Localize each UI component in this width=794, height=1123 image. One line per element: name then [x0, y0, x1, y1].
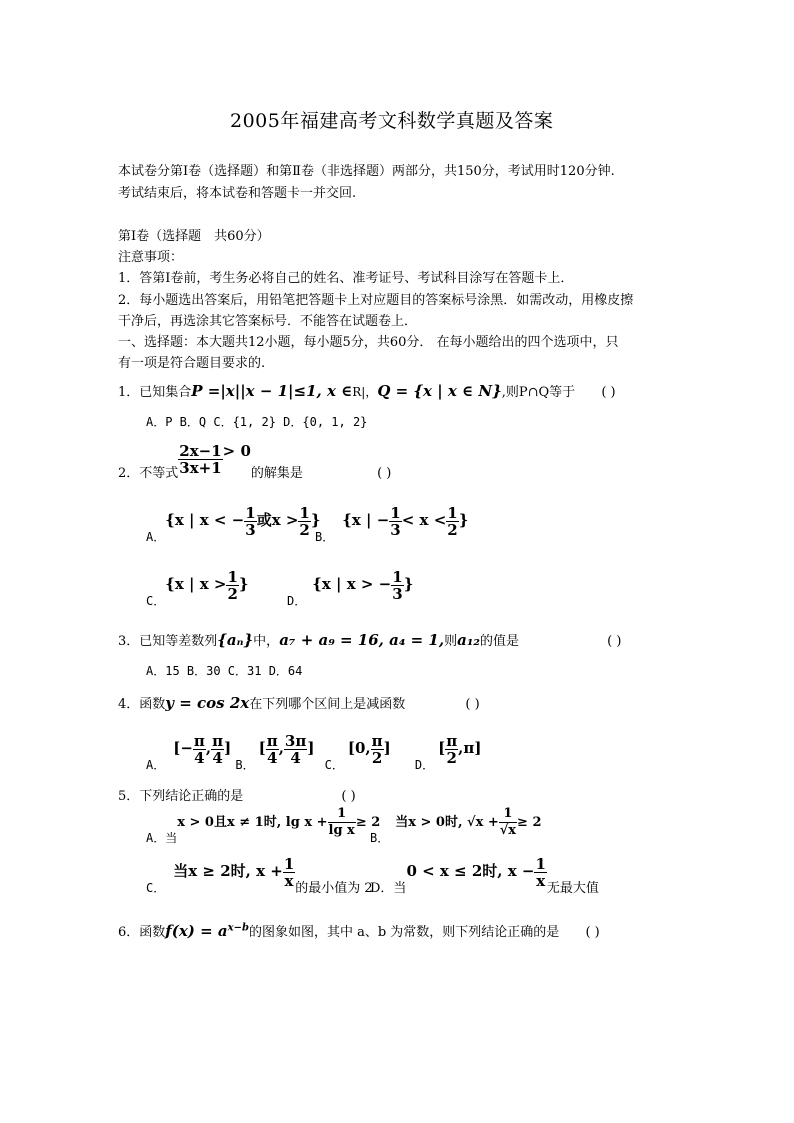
q2-tail: 的解集是 [250, 466, 303, 481]
q3-seq: {aₙ} [217, 631, 254, 649]
q4-b-open: [ [258, 739, 266, 757]
q5-option-c [146, 856, 373, 896]
q2-b-frac2-den: 2 [447, 521, 458, 539]
q2-fraction [178, 443, 222, 476]
q5-c-tail: 的最小值为 2 [295, 881, 373, 896]
q2-a-frac2-num: 1 [299, 504, 310, 522]
q3-condition: a₇ + a₉ = 16, a₄ = 1, [279, 631, 445, 649]
page-title: 2005年福建高考文科数学真题及答案 [230, 110, 554, 132]
q2-num: 2．不等式 [118, 466, 179, 481]
q2-option-a-label: A． [146, 530, 166, 544]
q4-d-open: [ [438, 739, 446, 757]
q5-a-frac-den: lg x [328, 823, 355, 838]
q3-prefix: 3．已知等差数列 [118, 634, 218, 649]
note-2a: 2．每小题选出答案后，用铅笔把答题卡上对应题目的答案标号涂黑．如需改动，用橡皮擦 [118, 293, 634, 308]
q2-d-frac-num: 1 [392, 568, 403, 586]
q2-c-frac-den: 2 [227, 585, 238, 603]
q4-function: y = cos 2x [165, 694, 250, 712]
q3-answer-paren: ( ) [607, 634, 622, 649]
q4-c-f-num: π [371, 732, 383, 750]
note-1: 1．答第Ⅰ卷前，考生务必将自己的姓名、准考证号、考试科目涂写在答题卡上． [118, 271, 574, 286]
q4-options [146, 733, 481, 773]
q4-c-close: ] [383, 739, 391, 757]
q5-a-tail: ≥ 2 [355, 815, 381, 830]
q4-d-close: π] [463, 739, 482, 757]
q4-b-comma: , [278, 739, 284, 757]
q6-answer-paren: ( ) [585, 925, 600, 940]
q2-gt: > 0 [222, 442, 251, 460]
q5-option-a-label: A．当 [146, 831, 178, 845]
q5-b-frac-num: 1 [499, 806, 517, 823]
q1-answer-paren: ( ) [601, 385, 616, 400]
q5-d-expr: 0 < x ≤ 2时, x − [406, 862, 535, 880]
q4-a-f2-num: π [212, 732, 224, 750]
q5-c-expr: 当x ≥ 2时, x + [173, 862, 283, 880]
intro-line-1: 本试卷分第Ⅰ卷（选择题）和第Ⅱ卷（非选择题）两部分，共150分，考试用时120分钟. [118, 164, 615, 179]
q5-c-frac-den: x [284, 872, 294, 890]
question-3 [118, 630, 621, 649]
q5-a-expr: x > 0且x ≠ 1时, lg x + [177, 815, 328, 830]
q6-function: f(x) = a [165, 922, 228, 940]
q5-b-frac-den: √x [499, 823, 517, 838]
q2-option-c-label: C． [146, 594, 166, 608]
q3-then: 则 [444, 634, 458, 649]
q2-option-b-post: } [458, 511, 469, 529]
q4-a-close: ] [224, 739, 232, 757]
q4-b-f1-den: 4 [266, 749, 278, 767]
q2-option-d-pre: {x | x > − [312, 575, 392, 593]
q4-a-f1-num: π [193, 732, 205, 750]
q2-a-frac1-num: 1 [245, 504, 256, 522]
q2-answer-paren: ( ) [377, 466, 392, 481]
q4-option-b-label: B． [235, 758, 255, 772]
q2-a-frac2-den: 2 [299, 521, 310, 539]
q1-tail: ,则P∩Q等于 [501, 385, 576, 400]
q1-set-p-tail: R|， [352, 385, 378, 399]
q4-a-f1-den: 4 [194, 749, 205, 767]
q4-c-open: [ [347, 739, 355, 757]
note-2b: 干净后，再选涂其它答案标号．不能答在试题卷上． [118, 314, 418, 329]
q5-a-frac-num: 1 [328, 806, 356, 823]
q2-option-b-label: B． [315, 530, 335, 544]
q2-option-a-pre: {x | x < − [165, 511, 245, 529]
q2-frac-num: 2x−1 [179, 442, 222, 460]
q1-options: A．P B．Q C．{1, 2} D．{0, 1, 2} [146, 415, 368, 429]
q2-option-a-post: } [310, 511, 321, 529]
q5-option-b [370, 806, 542, 846]
q4-d-comma: , [458, 739, 464, 757]
q2-b-frac2-num: 1 [447, 504, 458, 522]
q5-option-c-label: C． [146, 881, 166, 895]
q1-set-q: Q = {x | x ∈ N} [377, 382, 502, 400]
notes-title: 注意事项： [118, 250, 184, 265]
q2-option-a [146, 505, 321, 545]
q2-option-b [315, 505, 468, 545]
question-1 [118, 381, 616, 400]
q4-b-f1-num: π [266, 732, 278, 750]
q5-answer-paren: ( ) [341, 789, 356, 804]
q4-tail: 在下列哪个区间上是减函数 [249, 697, 406, 712]
q5-option-b-label: B． [370, 831, 390, 845]
q2-option-a-mid: 或x > [256, 511, 299, 529]
q2-frac-den: 3x+1 [179, 459, 222, 477]
section-1-line-b: 有一项是符合题目要求的. [118, 356, 266, 371]
q2-b-frac1-den: 3 [390, 521, 401, 539]
q2-option-d-label: D． [287, 594, 307, 608]
q5-option-d [370, 856, 599, 896]
q1-set-p: P =|x||x − 1|≤1, x ∈ [191, 382, 353, 400]
question-4 [118, 693, 480, 712]
q3-a12: a₁₂ [457, 631, 480, 649]
q4-a-f2-den: 4 [212, 749, 223, 767]
section-1-line-a: 一、选择题：本大题共12小题，每小题5分，共60分． 在每小题给出的四个选项中，只 [118, 335, 619, 350]
q3-mid: 中， [253, 634, 280, 649]
q4-option-c-label: C． [324, 758, 344, 772]
q2-b-frac1-num: 1 [390, 504, 401, 522]
q5-d-frac-num: 1 [535, 855, 546, 873]
q5-d-frac-den: x [536, 872, 546, 890]
q4-a-comma: , [205, 739, 212, 757]
q6-exponent: x−b [227, 922, 249, 934]
intro-line-2: 考试结束后，将本试卷和答题卡一并交回. [118, 186, 357, 201]
question-5 [118, 785, 356, 804]
q2-option-d-post: } [403, 575, 414, 593]
q4-c-zero: 0 [354, 739, 366, 757]
q4-a-open: [− [173, 739, 193, 757]
q4-option-a-label: A． [146, 758, 166, 772]
question-2 [118, 442, 391, 481]
q2-d-frac-den: 3 [392, 585, 403, 603]
q5-d-tail: 无最大值 [546, 881, 599, 896]
q3-options: A．15 B．30 C．31 D．64 [146, 664, 303, 678]
question-6 [118, 921, 600, 940]
q4-c-comma: , [365, 739, 371, 757]
q4-b-f2-num: 3π [284, 732, 307, 750]
q2-option-b-mid: < x < [401, 511, 447, 529]
q2-option-c [146, 569, 249, 609]
q4-d-f-den: 2 [446, 749, 457, 767]
q6-tail: 的图象如图，其中 a、b 为常数，则下列结论正确的是 [248, 925, 560, 940]
q4-prefix: 4．函数 [118, 697, 166, 712]
q5-option-a [146, 806, 380, 846]
q2-a-frac1-den: 3 [245, 521, 256, 539]
q5-option-d-label: D．当 [370, 881, 407, 896]
q4-option-d-label: D． [414, 758, 435, 772]
q3-tail: 的值是 [479, 634, 519, 649]
q2-option-c-pre: {x | x > [165, 575, 227, 593]
q5-c-frac-num: 1 [283, 855, 295, 873]
q5-b-expr: 当x > 0时, √x + [395, 815, 499, 830]
q5-b-tail: ≥ 2 [517, 815, 542, 830]
q4-d-f-num: π [446, 732, 458, 750]
q4-c-f-den: 2 [371, 749, 383, 767]
q2-option-b-pre: {x | − [342, 511, 390, 529]
q6-prefix: 6．函数 [118, 925, 166, 940]
q5-stem: 5．下列结论正确的是 [118, 789, 244, 804]
part1-heading: 第Ⅰ卷（选择题 共60分） [118, 229, 270, 244]
q4-b-f2-den: 4 [290, 749, 301, 767]
q2-option-d [287, 569, 413, 609]
q2-c-frac-num: 1 [227, 568, 238, 586]
q1-prefix: 1．已知集合 [118, 385, 192, 400]
q2-option-c-post: } [238, 575, 249, 593]
q4-b-close: ] [307, 739, 315, 757]
q4-answer-paren: ( ) [465, 697, 480, 712]
